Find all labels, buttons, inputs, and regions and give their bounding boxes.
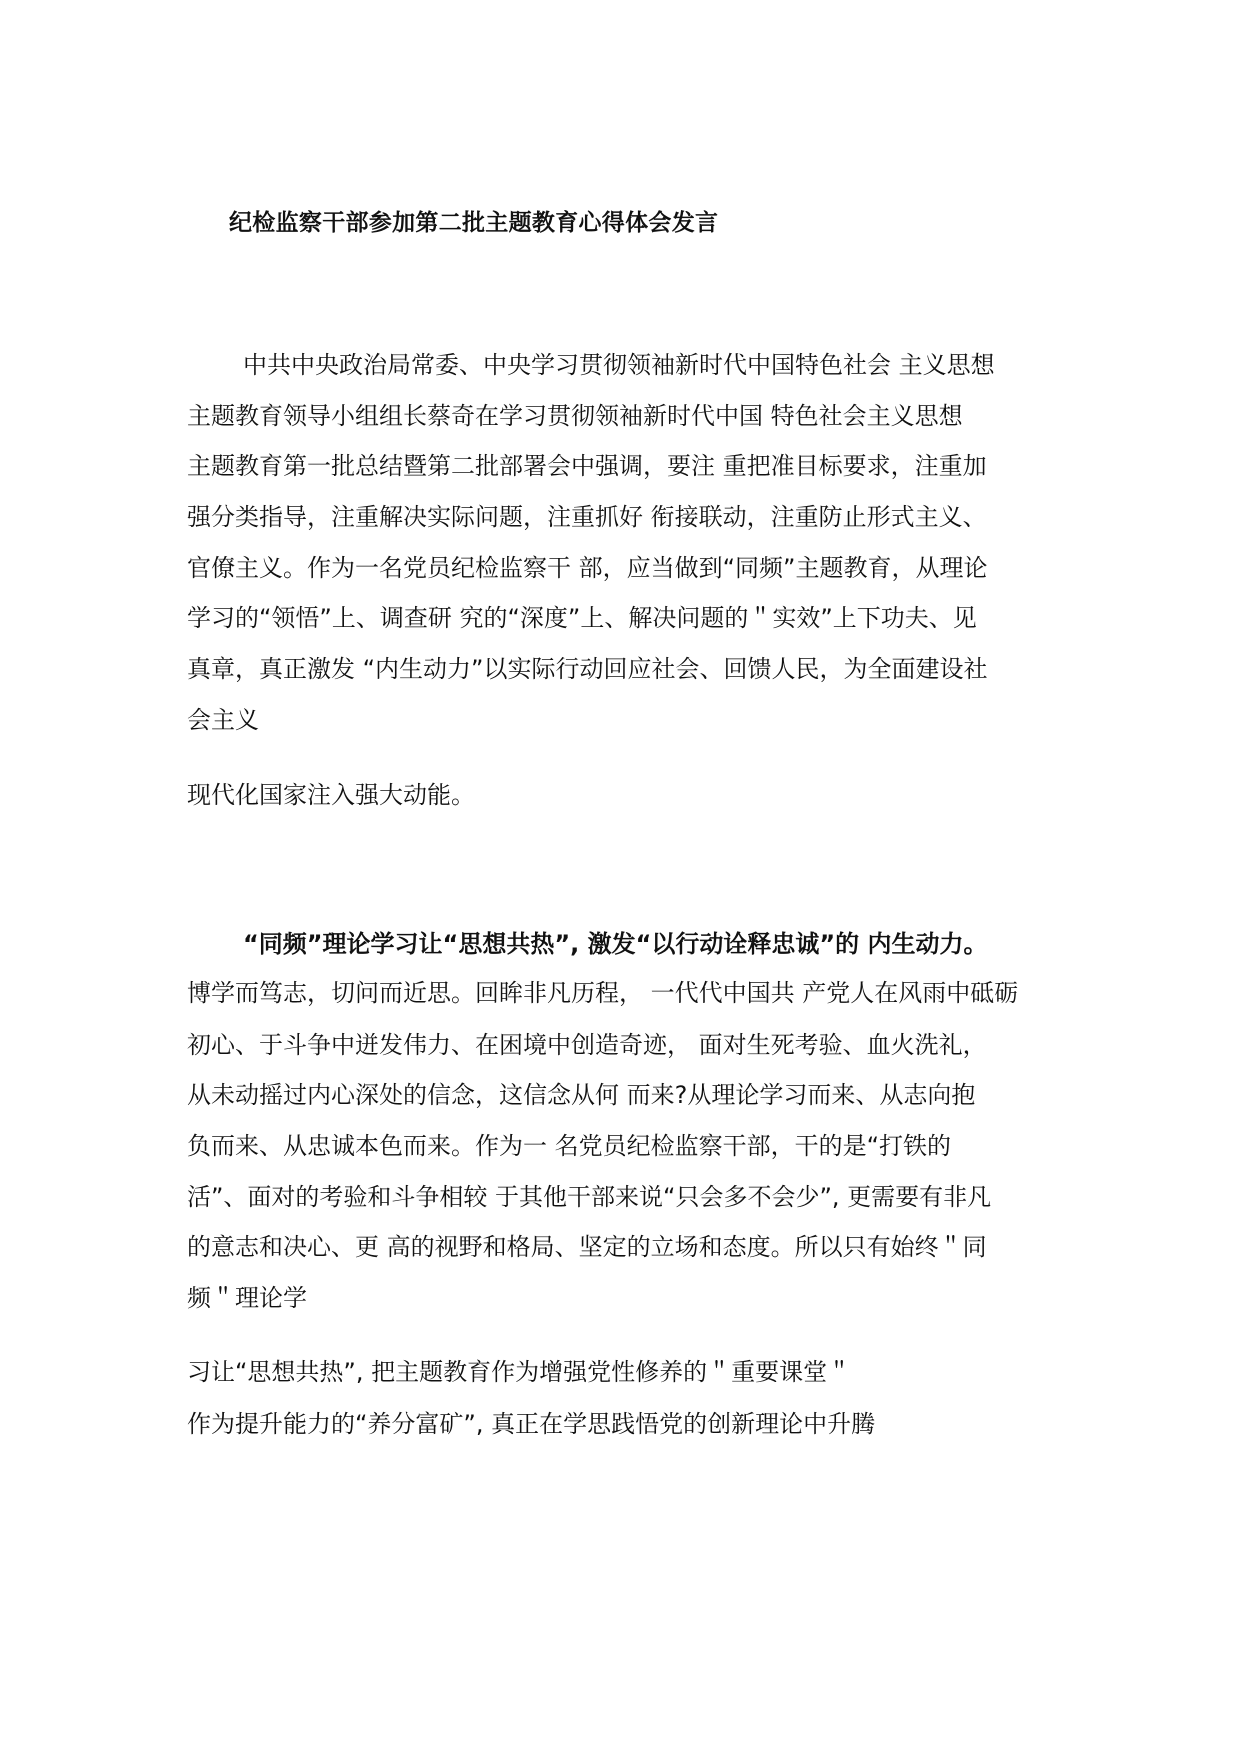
- paragraph-line: 习让“思想共热”, 把主题教育作为增强党性修养的＂重要课堂＂: [187, 1358, 852, 1386]
- paragraph-line: 博学而笃志，切问而近思。回眸非凡历程， 一代代中国共 产党人在风雨中砥砺: [187, 979, 1019, 1007]
- section-heading: “同频”理论学习让“思想共热”, 激发“以行动诠释忠诚”的 内生动力。: [243, 930, 988, 958]
- paragraph-line: 官僚主义。作为一名党员纪检监察干 部，应当做到“同频”主题教育，从理论: [187, 554, 988, 582]
- paragraph-line: 主题教育领导小组组长蔡奇在学习贯彻领袖新时代中国 特色社会主义思想: [187, 402, 963, 430]
- paragraph-line: 会主义: [187, 706, 259, 734]
- paragraph-line: 主题教育第一批总结暨第二批部署会中强调，要注 重把准目标要求，注重加: [187, 452, 987, 480]
- paragraph-line: 负而来、从忠诚本色而来。作为一 名党员纪检监察干部，干的是“打铁的: [187, 1132, 952, 1160]
- paragraph-line: 活”、面对的考验和斗争相较 于其他干部来说“只会多不会少”, 更需要有非凡: [187, 1183, 992, 1211]
- paragraph-line: 作为提升能力的“养分富矿”, 真正在学思践悟党的创新理论中升腾: [187, 1410, 876, 1438]
- paragraph-line: 从未动摇过内心深处的信念，这信念从何 而来?从理论学习而来、从志向抱: [187, 1081, 976, 1109]
- paragraph-line: 真章，真正激发 “内生动力”以实际行动回应社会、回馈人民，为全面建设社: [187, 655, 988, 683]
- paragraph-line: 初心、于斗争中迸发伟力、在困境中创造奇迹， 面对生死考验、血火洗礼，: [187, 1031, 987, 1059]
- paragraph-line: 中共中央政治局常委、中央学习贯彻领袖新时代中国特色社会 主义思想: [243, 351, 995, 379]
- paragraph-line: 学习的“领悟”上、调查研 究的“深度”上、解决问题的＂实效”上下功夫、见: [187, 604, 977, 632]
- paragraph-line: 频＂理论学: [187, 1284, 307, 1312]
- paragraph-line: 现代化国家注入强大动能。: [187, 781, 475, 809]
- paragraph-line: 的意志和决心、更 高的视野和格局、坚定的立场和态度。所以只有始终＂同: [187, 1233, 987, 1261]
- document-title: 纪检监察干部参加第二批主题教育心得体会发言: [229, 210, 719, 236]
- paragraph-line: 强分类指导，注重解决实际问题，注重抓好 衔接联动，注重防止形式主义、: [187, 503, 987, 531]
